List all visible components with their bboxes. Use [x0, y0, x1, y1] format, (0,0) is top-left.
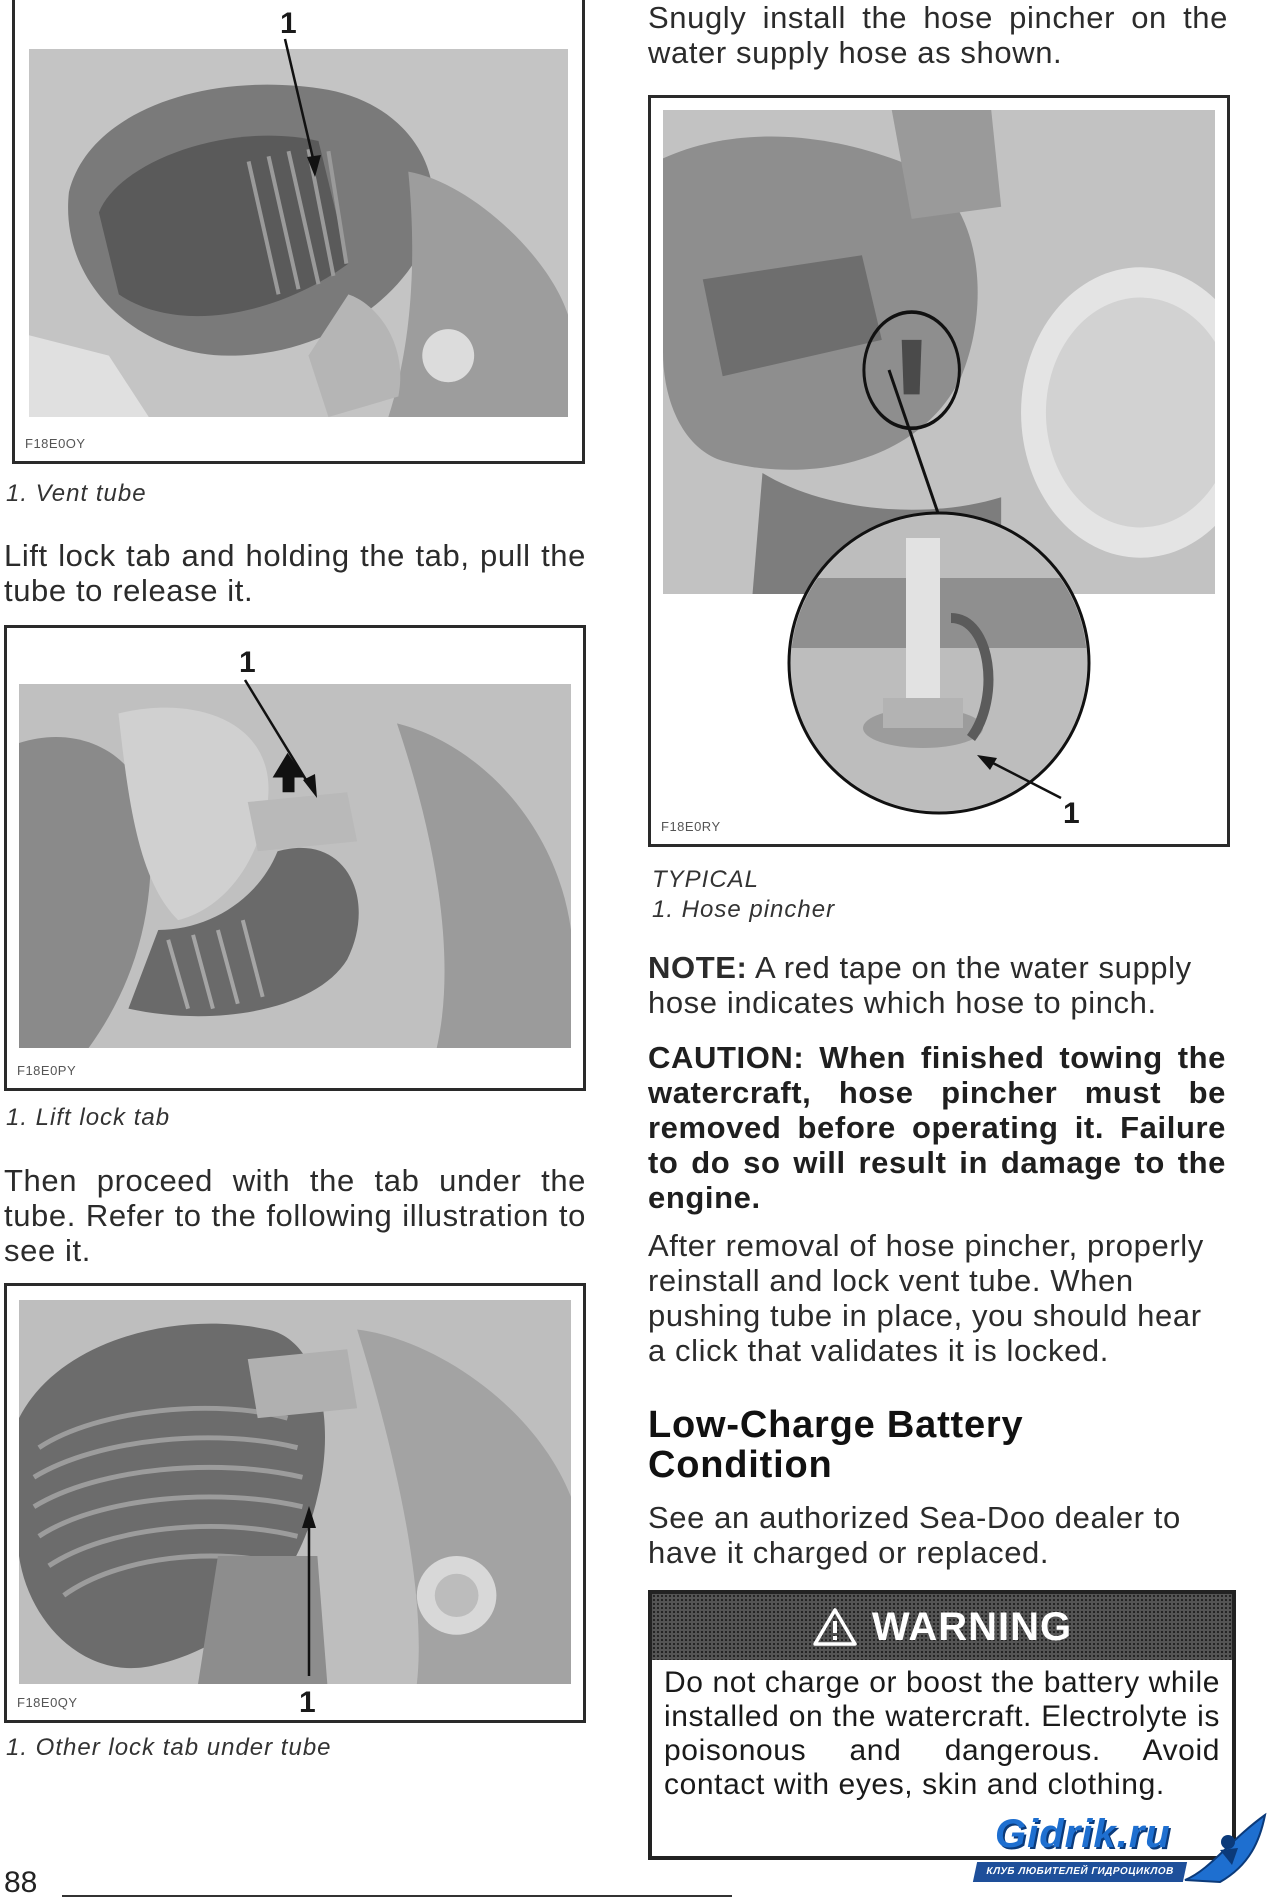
watermark-logo [975, 1810, 1275, 1888]
caution-text: When finished towing the watercraft, hose pincher must be removed before operating it. Failure to do so will result in damage to the engine. [648, 1040, 1226, 1215]
paragraph-after-removal: After removal of hose pincher, properly reinstall and lock vent tube. When pushing tube in place, you should hear a click that validates it is locked. [648, 1228, 1204, 1368]
figure3-callout-number: 1 [299, 1686, 316, 1719]
warning-title: WARNING [871, 1604, 1073, 1649]
figure2-callout-number: 1 [239, 646, 256, 679]
figure1-callout-number: 1 [280, 7, 297, 40]
caution-paragraph [648, 1040, 1226, 1215]
paragraph-battery: See an authorized Sea-Doo dealer to have it charged or replaced. [648, 1500, 1181, 1570]
paragraph-hose-pincher-intro: Snugly install the hose pincher on the water supply hose as shown. [648, 0, 1228, 70]
figure3-caption: 1. Other lock tab under tube [6, 1734, 332, 1761]
paragraph-tab-under-tube: Then proceed with the tab under the tube. Refer to the following illustration to see it. [4, 1163, 586, 1268]
warning-text: Do not charge or boost the battery while installed on the watercraft. Electrolyte is poisonous and dangerous. Avoid contact with eyes, skin and clothing. [664, 1666, 1220, 1801]
warning-triangle-icon [812, 1607, 858, 1647]
figure4-code: F18E0RY [661, 819, 721, 834]
figure-hose-pincher [648, 95, 1230, 847]
figure1-code: F18E0OY [25, 436, 86, 451]
wave-rider-icon [1180, 1810, 1270, 1886]
page-number: 88 [4, 1866, 38, 1899]
note-text: A red tape on the water supply hose indicates which hose to pinch. [648, 950, 1192, 1020]
figure4-caption-title: TYPICAL [652, 866, 760, 893]
warning-header [652, 1594, 1232, 1660]
figure1-caption: 1. Vent tube [6, 480, 147, 507]
footer-rule [62, 1895, 732, 1897]
figure2-code: F18E0PY [17, 1063, 77, 1078]
note-label: NOTE: [648, 950, 748, 985]
figure2-caption: 1. Lift lock tab [6, 1104, 171, 1131]
paragraph-lift-lock-tab: Lift lock tab and holding the tab, pull the tube to release it. [4, 538, 586, 608]
caution-label: CAUTION: [648, 1040, 805, 1075]
watermark-subtitle: КЛУБ ЛЮБИТЕЛЕЙ ГИДРОЦИКЛОВ [973, 1862, 1187, 1882]
figure-vent-tube [12, 0, 585, 464]
figure4-callout-number: 1 [1063, 797, 1080, 830]
note-paragraph [648, 950, 1228, 1020]
figure3-code: F18E0QY [17, 1695, 78, 1710]
figure-other-lock-tab [4, 1283, 586, 1723]
watermark-title: Gidrik.ru [995, 1812, 1171, 1856]
section-heading-low-charge-battery: Low-Charge Battery Condition [648, 1404, 1024, 1486]
figure-lift-lock-tab [4, 625, 586, 1091]
figure4-caption: 1. Hose pincher [652, 896, 836, 923]
